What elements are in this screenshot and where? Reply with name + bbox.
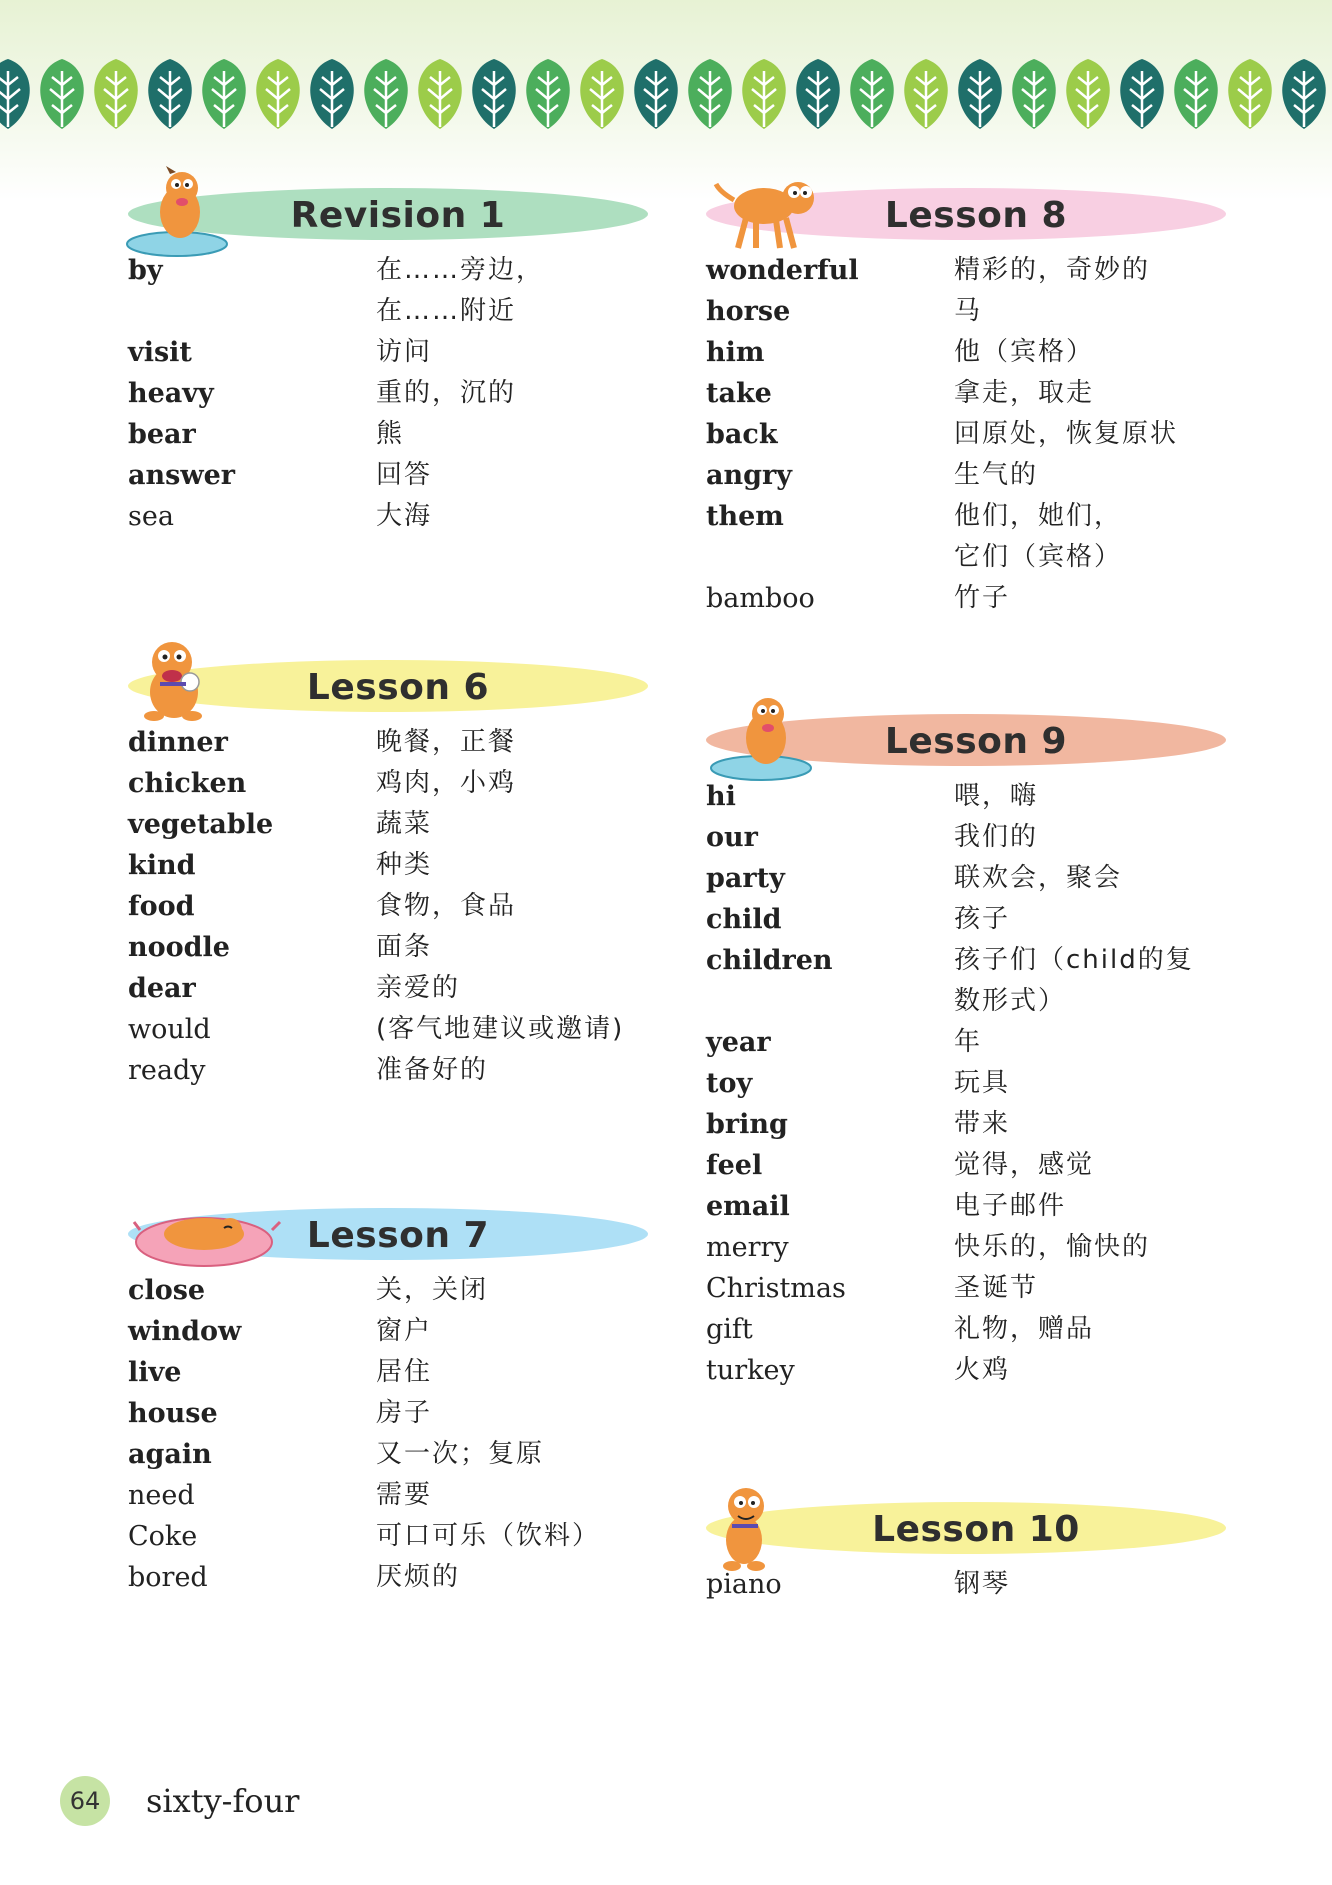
vocab-translation: 回原处，恢复原状 (954, 419, 1179, 449)
vocab-row (128, 968, 658, 1009)
leaf-icon (526, 59, 570, 129)
vocab-translation: 面条 (376, 932, 433, 962)
vocab-word: window (128, 1316, 242, 1347)
section-heading (128, 160, 658, 250)
leaf-icon (472, 59, 516, 129)
section-heading (128, 1180, 658, 1270)
vocab-word: dinner (128, 727, 228, 758)
leaf-icon (256, 59, 300, 129)
vocab-translation: 圣诞节 (954, 1273, 1039, 1303)
leaf-icon (904, 59, 948, 129)
section-lesson-7 (128, 1180, 658, 1598)
vocab-translation: 生气的 (954, 460, 1039, 490)
vocab-translation: 又一次；复原 (376, 1439, 545, 1469)
vocab-word: hi (706, 781, 736, 812)
vocab-word: them (706, 501, 784, 532)
vocab-row (128, 1352, 658, 1393)
vocab-translation: 钢琴 (954, 1569, 1011, 1599)
vocab-row (706, 250, 1236, 291)
section-revision-1 (128, 160, 658, 537)
vocab-row (706, 1063, 1236, 1104)
vocab-translation: 重的，沉的 (376, 378, 517, 408)
vocab-list (706, 250, 1236, 619)
vocab-translation: 亲爱的 (376, 973, 461, 1003)
vocab-row (128, 845, 658, 886)
vocab-translation: 玩具 (954, 1068, 1011, 1098)
vocab-word: visit (128, 337, 192, 368)
translation-line: 他们，她们， (954, 501, 1123, 531)
vocab-word: sea (128, 501, 174, 532)
vocab-word: Christmas (706, 1273, 846, 1304)
vocab-row (128, 1475, 658, 1516)
vocab-word: our (706, 822, 758, 853)
vocab-row (128, 1311, 658, 1352)
section-heading (706, 686, 1236, 776)
vocab-translation: 拿走，取走 (954, 378, 1095, 408)
vocab-word: kind (128, 850, 196, 881)
vocab-translation: 他（宾格） (954, 337, 1095, 367)
dog-mascot-icon (124, 630, 224, 724)
vocab-row (128, 722, 658, 763)
vocab-word: turkey (706, 1355, 795, 1386)
vocab-list (128, 250, 658, 537)
vocab-row (128, 1050, 658, 1091)
leaf-icon (1174, 59, 1218, 129)
vocab-translation: 竹子 (954, 583, 1011, 613)
vocab-word: bear (128, 419, 196, 450)
vocab-row (128, 414, 658, 455)
leaf-icon (1066, 59, 1110, 129)
vocab-word: horse (706, 296, 791, 327)
leaf-icon (364, 59, 408, 129)
leaf-icon (634, 59, 678, 129)
vocab-word: email (706, 1191, 790, 1222)
vocab-translation (954, 496, 1236, 578)
vocab-word: year (706, 1027, 771, 1058)
vocab-word: toy (706, 1068, 753, 1099)
section-title: Lesson 10 (872, 1509, 1080, 1550)
vocab-translation: 厌烦的 (376, 1562, 461, 1592)
vocab-translation: 可口可乐（饮料） (376, 1521, 601, 1551)
dog-mascot-icon (122, 162, 232, 258)
vocab-row (706, 817, 1236, 858)
vocab-word: piano (706, 1569, 782, 1600)
vocab-row (128, 1009, 658, 1050)
vocab-translation: 晚餐，正餐 (376, 727, 517, 757)
vocab-row (128, 804, 658, 845)
vocab-translation: 居住 (376, 1357, 433, 1387)
translation-line-2: 数形式） (954, 986, 1067, 1016)
vocab-translation: 窗户 (376, 1316, 433, 1346)
vocab-row (706, 1186, 1236, 1227)
vocab-row (706, 940, 1236, 1022)
vocab-word: take (706, 378, 772, 409)
vocab-translation: (客气地建议或邀请) (376, 1014, 625, 1044)
vocab-translation: 马 (954, 296, 983, 326)
vocab-translation: 年 (954, 1027, 983, 1057)
leaf-icon (1282, 59, 1326, 129)
vocab-word: merry (706, 1232, 789, 1263)
vocab-word: live (128, 1357, 182, 1388)
section-title: Lesson 6 (306, 667, 490, 708)
vocab-word: children (706, 945, 833, 976)
vocab-row (706, 496, 1236, 578)
vocab-word: food (128, 891, 195, 922)
vocab-translation: 关，关闭 (376, 1275, 489, 1305)
vocab-word: house (128, 1398, 218, 1429)
vocab-list (128, 722, 658, 1091)
vocab-translation: 觉得，感觉 (954, 1150, 1095, 1180)
vocab-row (128, 250, 658, 332)
vocab-translation: 电子邮件 (954, 1191, 1067, 1221)
vocab-row (706, 776, 1236, 817)
vocab-translation: 带来 (954, 1109, 1011, 1139)
section-title: Lesson 7 (306, 1215, 490, 1256)
vocab-word: child (706, 904, 782, 935)
vocab-row (706, 414, 1236, 455)
section-heading (128, 632, 658, 722)
translation-line: 在……旁边， (376, 255, 545, 285)
dog-mascot-icon (706, 686, 816, 782)
vocab-row (706, 455, 1236, 496)
section-title: Lesson 9 (884, 721, 1068, 762)
vocab-word: feel (706, 1150, 763, 1181)
vocab-word: noodle (128, 932, 230, 963)
vocab-list (128, 1270, 658, 1598)
vocab-list (706, 1564, 1236, 1605)
vocab-row (706, 291, 1236, 332)
vocab-row (706, 858, 1236, 899)
vocab-translation: 访问 (376, 337, 433, 367)
leaf-icon (958, 59, 1002, 129)
vocab-translation: 大海 (376, 501, 433, 531)
vocab-word: bamboo (706, 583, 815, 614)
section-lesson-8 (706, 160, 1236, 619)
vocab-word: wonderful (706, 255, 859, 286)
vocab-translation (376, 250, 658, 332)
leaf-icon (418, 59, 462, 129)
vocab-translation: 食物，食品 (376, 891, 517, 921)
leaf-icon (0, 59, 30, 129)
vocab-row (706, 899, 1236, 940)
vocab-word: bring (706, 1109, 788, 1140)
section-lesson-10 (706, 1474, 1236, 1605)
leaf-icon (850, 59, 894, 129)
vocab-word: him (706, 337, 765, 368)
vocab-translation: 房子 (376, 1398, 433, 1428)
vocab-word: need (128, 1480, 195, 1511)
leaf-icon (148, 59, 192, 129)
vocab-translation: 喂，嗨 (954, 781, 1039, 811)
vocab-word: gift (706, 1314, 753, 1345)
section-title: Lesson 8 (884, 195, 1068, 236)
translation-line-2: 在……附近 (376, 296, 517, 326)
leaf-icon (202, 59, 246, 129)
section-heading (706, 160, 1236, 250)
vocab-list (706, 776, 1236, 1391)
vocab-row (128, 927, 658, 968)
leaf-icon (310, 59, 354, 129)
vocab-translation: 回答 (376, 460, 433, 490)
vocab-translation: 蔬菜 (376, 809, 433, 839)
vocab-word: again (128, 1439, 212, 1470)
vocab-translation: 熊 (376, 419, 405, 449)
vocab-translation: 我们的 (954, 822, 1039, 852)
translation-line: 孩子们（child的复 (954, 945, 1194, 975)
vocab-row (128, 332, 658, 373)
vocab-translation: 种类 (376, 850, 433, 880)
vocab-translation: 精彩的，奇妙的 (954, 255, 1151, 285)
leaf-icon (742, 59, 786, 129)
leaf-icon (1012, 59, 1056, 129)
leaf-icon (1120, 59, 1164, 129)
vocab-row (706, 1268, 1236, 1309)
vocab-word: chicken (128, 768, 247, 799)
vocab-word: vegetable (128, 809, 274, 840)
vocab-row (706, 1104, 1236, 1145)
vocab-translation: 火鸡 (954, 1355, 1011, 1385)
vocab-row (128, 886, 658, 927)
vocab-row (128, 1393, 658, 1434)
vocab-word: Coke (128, 1521, 198, 1552)
vocab-word: heavy (128, 378, 214, 409)
leaf-border (0, 55, 1332, 135)
leaf-icon (688, 59, 732, 129)
vocab-translation: 准备好的 (376, 1055, 489, 1085)
section-lesson-6 (128, 632, 658, 1091)
vocab-word: back (706, 419, 778, 450)
dog-mascot-icon (710, 1474, 780, 1574)
vocab-row (128, 1516, 658, 1557)
vocab-word: by (128, 255, 163, 286)
vocab-row (128, 455, 658, 496)
vocab-word: ready (128, 1055, 206, 1086)
section-heading (706, 1474, 1236, 1564)
section-title: Revision 1 (290, 195, 506, 236)
leaf-icon (40, 59, 84, 129)
page-number-badge: 64 (60, 1776, 110, 1826)
leaf-icon (580, 59, 624, 129)
vocab-row (128, 496, 658, 537)
vocab-translation: 联欢会，聚会 (954, 863, 1123, 893)
vocab-row (706, 332, 1236, 373)
vocab-word: angry (706, 460, 792, 491)
vocab-row (128, 373, 658, 414)
vocab-translation: 鸡肉，小鸡 (376, 768, 517, 798)
dog-mascot-icon (706, 164, 836, 254)
vocab-row (706, 1022, 1236, 1063)
vocab-row (706, 373, 1236, 414)
vocab-translation: 快乐的，愉快的 (954, 1232, 1151, 1262)
leaf-icon (1228, 59, 1272, 129)
leaf-icon (94, 59, 138, 129)
section-lesson-9 (706, 686, 1236, 1391)
leaf-icon (796, 59, 840, 129)
vocab-translation: 孩子 (954, 904, 1011, 934)
page-number-words: sixty-four (146, 1782, 300, 1820)
vocab-word: would (128, 1014, 211, 1045)
vocab-translation (954, 940, 1236, 1022)
vocab-row (706, 578, 1236, 619)
vocab-row (706, 1350, 1236, 1391)
vocab-word: answer (128, 460, 235, 491)
vocab-word: party (706, 863, 785, 894)
vocab-row (706, 1227, 1236, 1268)
vocab-row (128, 1434, 658, 1475)
vocab-translation: 礼物，赠品 (954, 1314, 1095, 1344)
vocab-word: bored (128, 1562, 208, 1593)
vocab-row (706, 1309, 1236, 1350)
vocab-word: close (128, 1275, 206, 1306)
vocab-word: dear (128, 973, 196, 1004)
vocab-row (128, 763, 658, 804)
vocab-row (706, 1564, 1236, 1605)
vocab-row (128, 1270, 658, 1311)
translation-line-2: 它们（宾格） (954, 542, 1123, 572)
vocab-row (128, 1557, 658, 1598)
vocab-translation: 需要 (376, 1480, 433, 1510)
vocab-row (706, 1145, 1236, 1186)
